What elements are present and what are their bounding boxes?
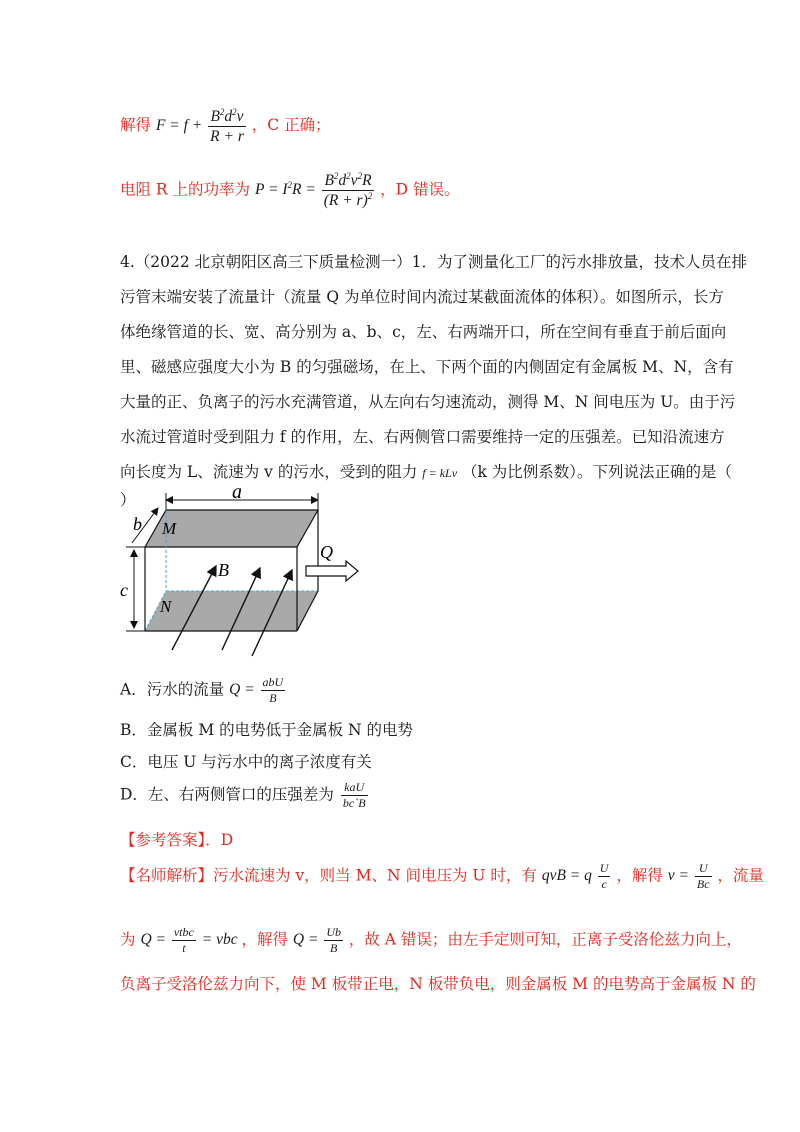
question-line: 里、磁感应强度大小为 B 的匀强磁场，在上、下两个面的内侧固定有金属板 M、N，含有 <box>120 358 734 376</box>
equation-force: F = f + $\frac{B^2d^2v}{R + r}$ <box>155 107 244 146</box>
question-line: 水流过管道时受到阻力 f 的作用，左、右两侧管口需要维持一定的压强差。已知沿流速方 <box>120 428 725 446</box>
analysis-text: 【名师解析】污水流速为 v，则当 M、N 间电压为 U 时，有 <box>120 866 537 885</box>
solution-text: ，D 错误。 <box>380 180 460 199</box>
flow-arrow <box>306 561 358 581</box>
option-b[interactable]: B．金属板 M 的电势低于金属板 N 的电势 <box>120 721 414 739</box>
analysis-text: ，故 A 错误；由左手定则可知，正离子受洛伦兹力向上， <box>348 930 742 949</box>
equation-resistance: f = kLv <box>422 466 458 480</box>
equation-flow: Q = $\frac{\text{vtbc}}{t}$ = vbc <box>140 925 242 956</box>
label-n: N <box>160 597 172 616</box>
label-b: b <box>133 514 142 534</box>
question-line: ） <box>120 491 136 509</box>
label-a: a <box>232 488 242 503</box>
question-line: 大量的正、负离子的污水充满管道，从左向右匀速流动，测得 M、N 间电压为 U。由于污 <box>120 393 736 411</box>
solution-text: 解得 <box>120 116 152 135</box>
question-text: （k 为比例系数）。下列说法正确的是（ <box>461 463 733 481</box>
solution-text: ，C 正确； <box>251 116 331 135</box>
solution-power-line <box>120 172 460 209</box>
equation-option-a: Q = $\frac{\text{abU}}{B}$ <box>229 675 284 706</box>
question-line: 污管末端安装了流量计（流量 Q 为单位时间内流过某截面流体的体积）。如图所示，长方 <box>120 288 724 306</box>
analysis-text: ，流量 <box>717 866 764 885</box>
equation-velocity: v = $\frac{U}{Bc}$ <box>667 861 710 892</box>
analysis-line: 负离子受洛伦兹力向下，使 M 板带正电，N 板带负电，则金属板 M 的电势高于金属板 N 的 <box>120 975 756 993</box>
question-line <box>120 460 732 482</box>
question-text: 向长度为 L、流速为 v 的污水，受到的阻力 <box>120 463 418 481</box>
label-c: c <box>120 580 128 600</box>
option-d[interactable] <box>120 781 370 810</box>
analysis-line <box>120 926 742 955</box>
analysis-text: 为 <box>120 930 136 949</box>
question-line: 体绝缘管道的长、宽、高分别为 a、b、c，左、右两端开口，所在空间有垂直于前后面向 <box>120 323 727 341</box>
option-c[interactable]: C．电压 U 与污水中的离子浓度有关 <box>120 753 372 771</box>
equation-option-d: $\frac{\text{kaU}}{bc`B}$ <box>342 780 366 811</box>
label-field-b: B <box>218 560 229 580</box>
analysis-text: ，解得 <box>241 930 288 949</box>
pipe-diagram <box>120 488 380 668</box>
equation-balance: qvB = q $\frac{U}{c}$ <box>541 861 609 892</box>
solution-force-line <box>120 108 331 145</box>
analysis-text: ，解得 <box>616 866 663 885</box>
equation-power: $P = I^2R$ = $\frac{B^2d^2v^2R}{(R + r)^2}$ <box>254 171 373 210</box>
option-text: A．污水的流量 <box>120 680 225 699</box>
question-line: 4.（2022 北京朝阳区高三下质量检测一）1．为了测量化工厂的污水排放量，技术人员在排 <box>120 253 748 271</box>
label-q: Q <box>320 542 333 562</box>
option-a[interactable] <box>120 676 287 705</box>
solution-text: 电阻 R 上的功率为 <box>120 180 251 199</box>
option-text: D．左、右两侧管口的压强差为 <box>120 785 334 804</box>
label-m: M <box>162 519 177 538</box>
analysis-line <box>120 862 764 891</box>
equation-flow-result: Q = $\frac{Ub}{B}$ <box>292 925 341 956</box>
reference-answer: 【参考答案】．D <box>120 831 234 849</box>
